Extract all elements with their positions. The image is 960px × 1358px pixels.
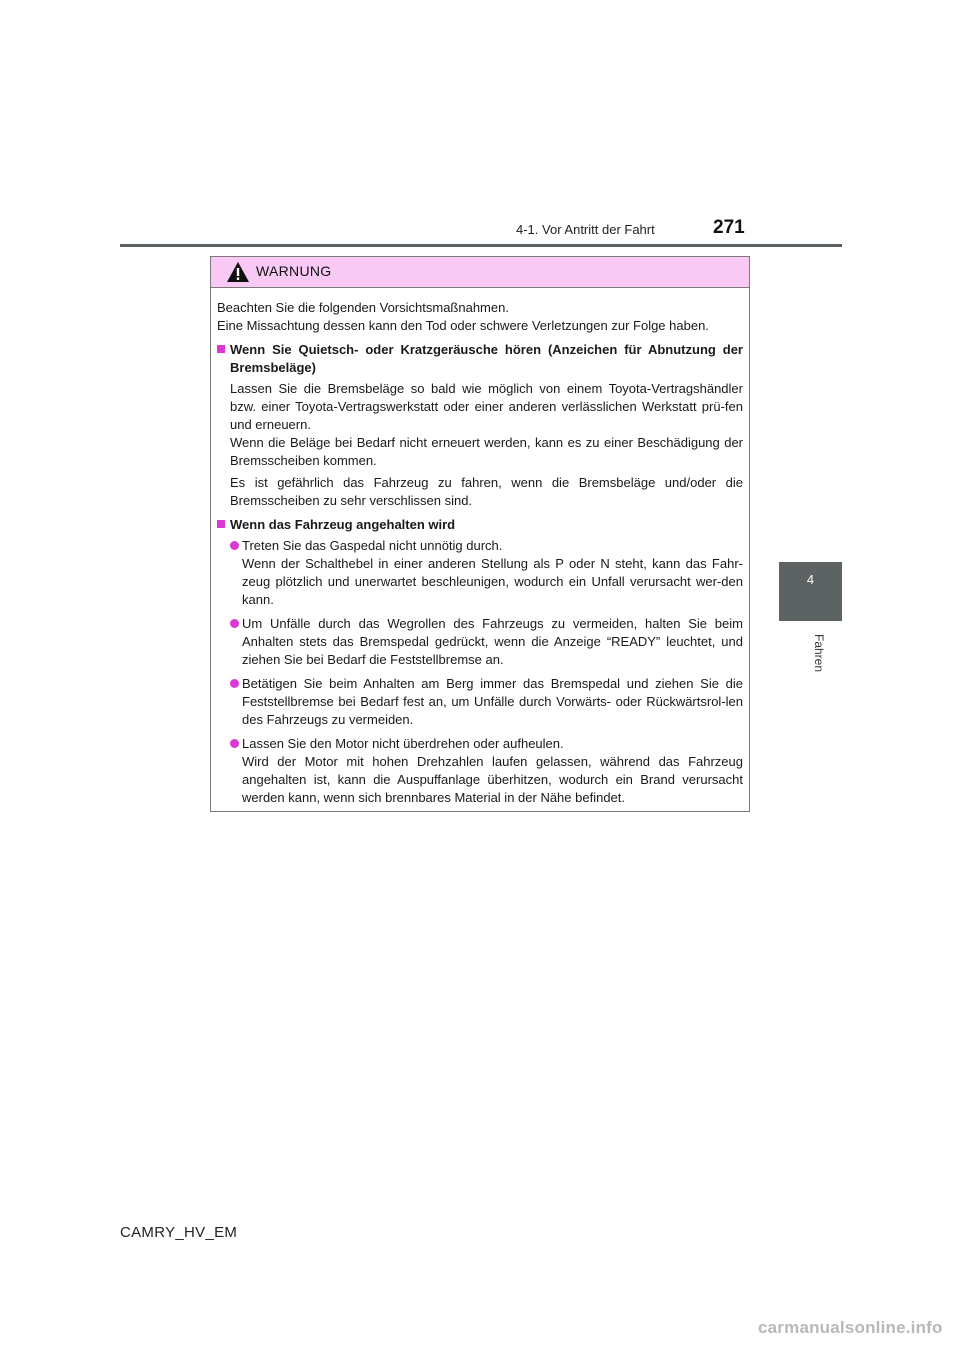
warning-intro-2: Eine Missachtung dessen kann den Tod oder schwere Verletzungen zur Folge haben. xyxy=(217,318,709,333)
warning-triangle-icon xyxy=(226,261,250,283)
list-item-text: Lassen Sie den Motor nicht überdrehen oder aufheulen. xyxy=(242,736,564,751)
paragraph-line: Wenn die Beläge bei Bedarf nicht erneuert werden, kann es zu einer Beschädigung der Bremsscheiben kommen. xyxy=(230,435,743,468)
list-item xyxy=(217,735,743,807)
section-paragraph: Es ist gefährlich das Fahrzeug zu fahren, wenn die Bremsbeläge und/oder die Bremsscheiben zu sehr verschlissen sind. xyxy=(230,475,743,508)
section-heading xyxy=(217,341,743,377)
section-title: 4-1. Vor Antritt der Fahrt xyxy=(516,222,655,237)
warning-content xyxy=(217,299,743,813)
chapter-number: 4 xyxy=(806,572,815,587)
section-heading-text: Wenn Sie Quietsch- oder Kratzgeräusche hören (Anzeichen für Abnutzung der Bremsbeläge) xyxy=(230,342,743,375)
list-item-text: Treten Sie das Gaspedal nicht unnötig durch. xyxy=(242,538,503,553)
warning-header xyxy=(211,257,749,288)
round-bullet-icon xyxy=(230,679,239,688)
list-item-text: Wird der Motor mit hohen Drehzahlen laufen gelassen, während das Fahrzeug angehalten ist, kann die Auspuffanlage überhitzen, wodurch ein Brand verursacht werden kann, wenn sich brennbares Material in der Nähe befindet. xyxy=(242,754,743,805)
list-item-text: Betätigen Sie beim Anhalten am Berg immer das Bremspedal und ziehen Sie die Feststellbremse bei Bedarf fest an, um Unfälle durch Vorwärts- oder Rückwärtsrol-len des Fahrzeugs zu vermeiden. xyxy=(242,676,743,727)
round-bullet-icon xyxy=(230,739,239,748)
warning-box xyxy=(210,256,750,812)
square-bullet-icon xyxy=(217,520,225,528)
warning-title: WARNUNG xyxy=(256,263,332,279)
paragraph-line: Lassen Sie die Bremsbeläge so bald wie möglich von einem Toyota-Vertragshändler bzw. einer Toyota-Vertragswerkstatt oder einer anderen verlässlichen Werkstatt prü-fen und erneuern. xyxy=(230,381,743,432)
square-bullet-icon xyxy=(217,345,225,353)
section-heading-text: Wenn das Fahrzeug angehalten wird xyxy=(230,517,456,532)
chapter-label: Fahren xyxy=(812,634,826,673)
section-paragraph xyxy=(217,380,743,470)
list-item xyxy=(217,675,743,729)
warning-intro-1: Beachten Sie die folgenden Vorsichtsmaßnahmen. xyxy=(217,300,509,315)
page-number: 271 xyxy=(713,217,745,238)
list-item xyxy=(217,615,743,669)
watermark: carmanualsonline.info xyxy=(758,1318,943,1337)
round-bullet-icon xyxy=(230,619,239,628)
list-item-text: Wenn der Schalthebel in einer anderen Stellung als P oder N steht, kann das Fahr-zeug plötzlich und unerwartet beschleunigen, wodurch ein Unfall verursacht wer-den kann. xyxy=(242,556,743,607)
list-item-text: Um Unfälle durch das Wegrollen des Fahrzeugs zu vermeiden, halten Sie beim Anhalten stets das Bremspedal gedrückt, wenn die Anzeige “READY” leuchtet, und ziehen Sie bei Bedarf die Feststellbremse an. xyxy=(242,616,743,667)
header-divider xyxy=(120,244,842,247)
round-bullet-icon xyxy=(230,541,239,550)
section-heading xyxy=(217,516,743,534)
list-item xyxy=(217,537,743,609)
document-code: CAMRY_HV_EM xyxy=(120,1224,238,1241)
chapter-tab xyxy=(779,562,842,621)
